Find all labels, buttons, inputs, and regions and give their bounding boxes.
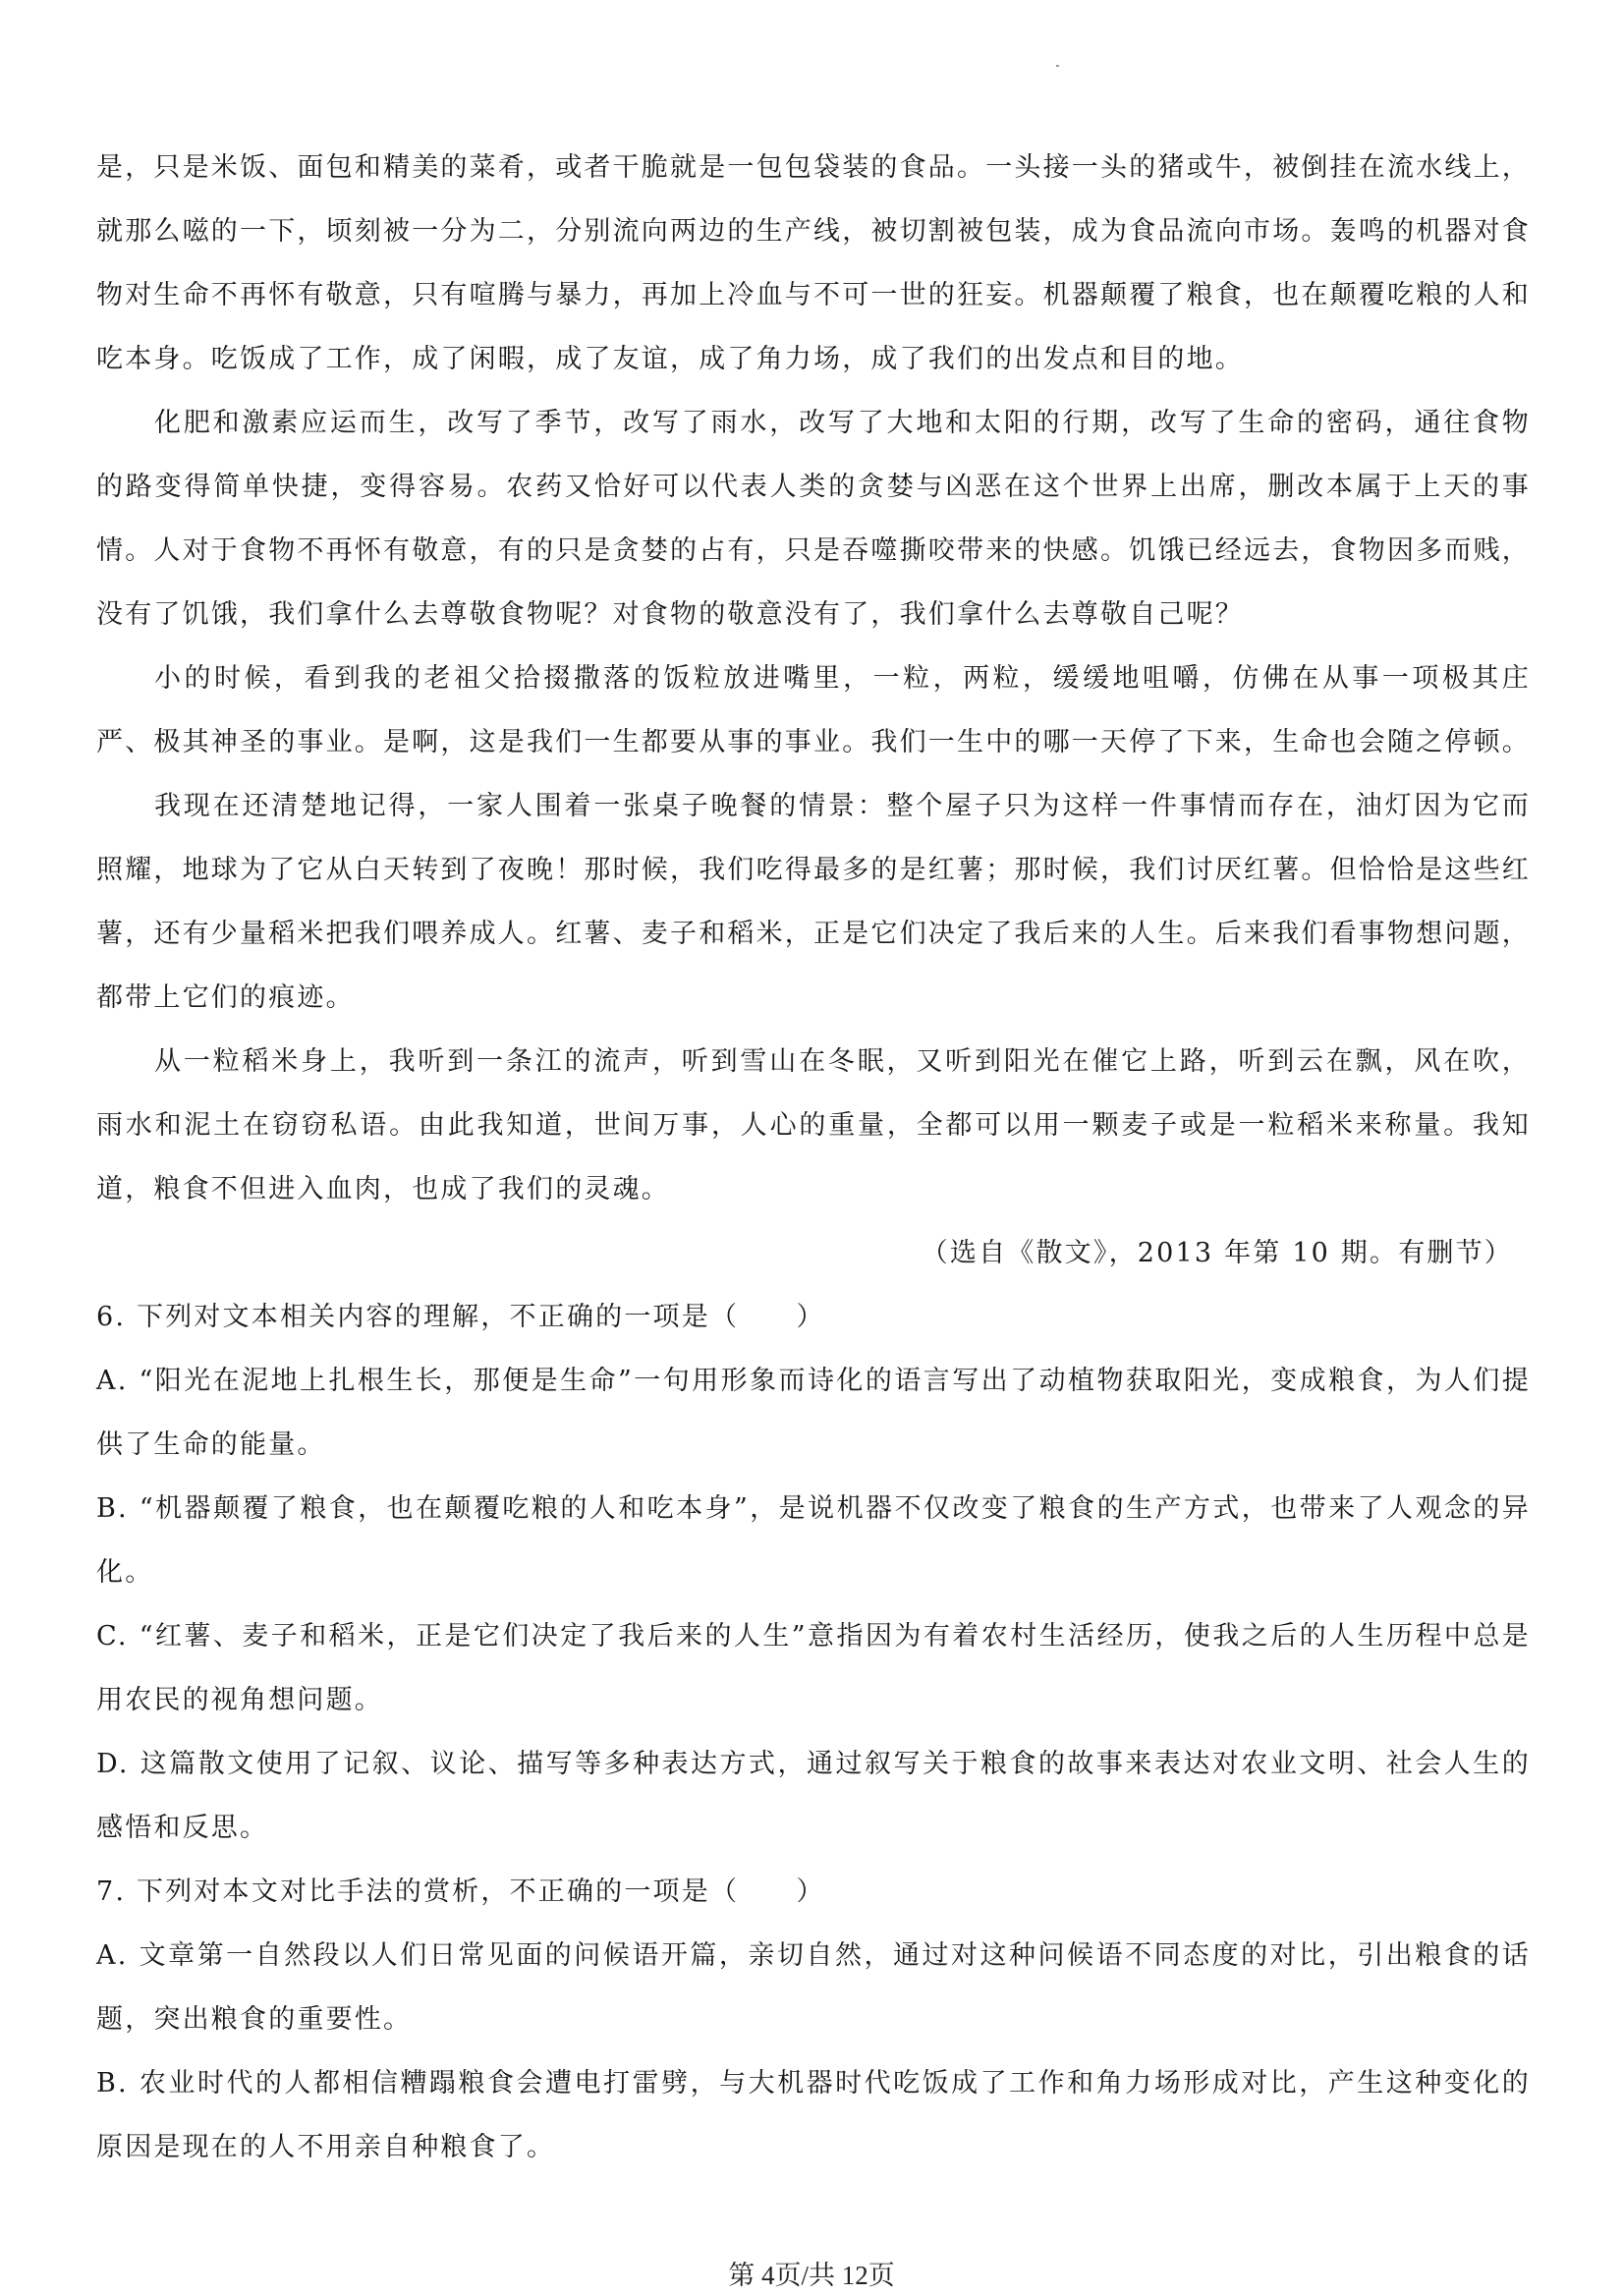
paragraph-continuation: 是，只是米饭、面包和精美的菜肴，或者干脆就是一包包袋装的食品。一头接一头的猪或牛，被倒挂在流水线上，就那么嗞的一下，顷刻被一分为二，分别流向两边的生产线，被切割被包装，成为食品流向市场。轰鸣的机器对食物对生命不再怀有敬意，只有喧腾与暴力，再加上冷血与不可一世的狂妄。机器颠覆了粮食，也在颠覆吃粮的人和吃本身。吃饭成了工作，成了闲暇，成了友谊，成了角力场，成了我们的出发点和目的地。: [96, 152, 1531, 374]
question-option: C. “红薯、麦子和稻米，正是它们决定了我后来的人生”意指因为有着农村生活经历，使我之后的人生历程中总是用农民的视角想问题。: [96, 1621, 1531, 1715]
scan-speck: [1056, 65, 1059, 67]
page-footer: 第 4页/共 12页: [728, 2261, 895, 2290]
question-option: A. “阳光在泥地上扎根生长，那便是生命”一句用形象而诗化的语言写出了动植物获取阳光，变成粮食，为人们提供了生命的能量。: [96, 1366, 1531, 1460]
question-stem: 7. 下列对本文对比手法的赏析，不正确的一项是（ ）: [96, 1876, 825, 1907]
paragraph: 化肥和激素应运而生，改写了季节，改写了雨水，改写了大地和太阳的行期，改写了生命的密码，通往食物的路变得简单快捷，变得容易。农药又恰好可以代表人类的贪婪与凶恶在这个世界上出席，删改本属于上天的事情。人对于食物不再怀有敬意，有的只是贪婪的占有，只是吞噬撕咬带来的快感。饥饿已经远去，食物因多而贱，没有了饥饿，我们拿什么去尊敬食物呢？对食物的敬意没有了，我们拿什么去尊敬自己呢？: [96, 408, 1531, 630]
source-citation: （选自《散文》，2013 年第 10 期。有删节）: [921, 1238, 1513, 1268]
question-option: B. “机器颠覆了粮食，也在颠覆吃粮的人和吃本身”，是说机器不仅改变了粮食的生产方式，也带来了人观念的异化。: [96, 1493, 1531, 1588]
page-content: [96, 136, 1531, 2179]
paragraph: 从一粒稻米身上，我听到一条江的流声，听到雪山在冬眠，又听到阳光在催它上路，听到云在飘，风在吹，雨水和泥土在窃窃私语。由此我知道，世间万事，人心的重量，全都可以用一颗麦子或是一粒稻米来称量。我知道，粮食不但进入血肉，也成了我们的灵魂。: [96, 1046, 1531, 1204]
paragraph: 小的时候，看到我的老祖父拾掇撒落的饭粒放进嘴里，一粒，两粒，缓缓地咀嚼，仿佛在从事一项极其庄严、极其神圣的事业。是啊，这是我们一生都要从事的事业。我们一生中的哪一天停了下来，生命也会随之停顿。: [96, 663, 1531, 757]
question-option: B. 农业时代的人都相信糟蹋粮食会遭电打雷劈，与大机器时代吃饭成了工作和角力场形成对比，产生这种变化的原因是现在的人不用亲自种粮食了。: [96, 2068, 1531, 2162]
question-stem: 6. 下列对文本相关内容的理解，不正确的一项是（ ）: [96, 1302, 825, 1332]
question-option: D. 这篇散文使用了记叙、议论、描写等多种表达方式，通过叙写关于粮食的故事来表达对农业文明、社会人生的感悟和反思。: [96, 1749, 1531, 1843]
paragraph: 我现在还清楚地记得，一家人围着一张桌子晚餐的情景：整个屋子只为这样一件事情而存在，油灯因为它而照耀，地球为了它从白天转到了夜晚！那时候，我们吃得最多的是红薯；那时候，我们讨厌红薯。但恰恰是这些红薯，还有少量稻米把我们喂养成人。红薯、麦子和稻米，正是它们决定了我后来的人生。后来我们看事物想问题，都带上它们的痕迹。: [96, 791, 1531, 1013]
question-option: A. 文章第一自然段以人们日常见面的问候语开篇，亲切自然，通过对这种问候语不同态度的对比，引出粮食的话题，突出粮食的重要性。: [96, 1940, 1531, 2035]
